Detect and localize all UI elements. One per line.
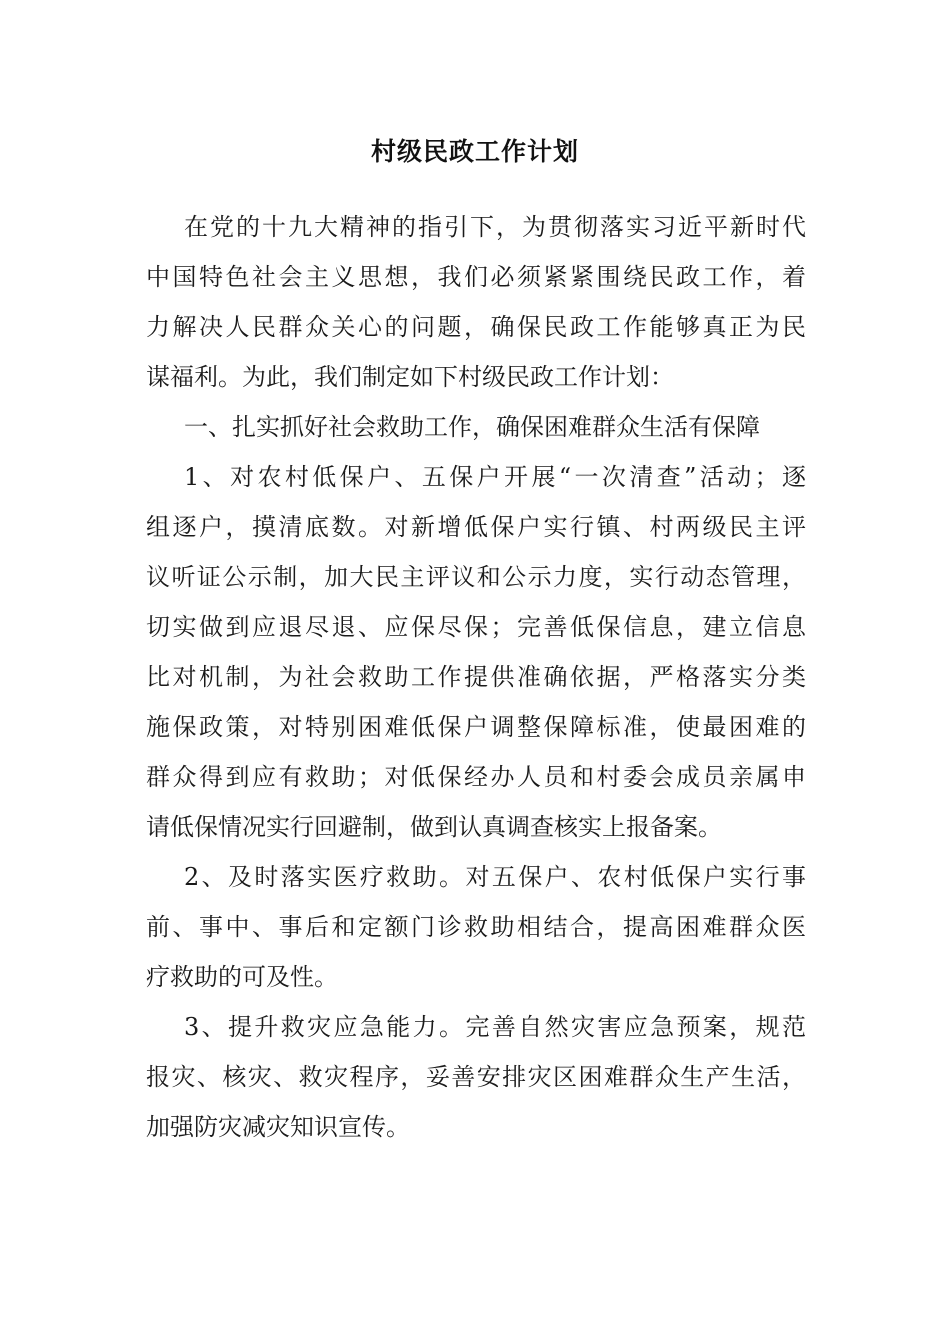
text-line: 加强防灾减灾知识宣传。 [146, 1113, 410, 1141]
section-heading [146, 402, 806, 452]
text-line: 1、对农村低保户、五保户开展“一次清查”活动；逐 [184, 463, 806, 491]
text-line: 一、扎实抓好社会救助工作，确保困难群众生活有保障 [184, 413, 760, 441]
paragraph-item-1 [146, 452, 806, 852]
text-line: 比对机制，为社会救助工作提供准确依据，严格落实分类 [146, 663, 806, 691]
text-line: 在党的十九大精神的指引下，为贯彻落实习近平新时代 [184, 213, 806, 241]
text-line: 群众得到应有救助；对低保经办人员和村委会成员亲属申 [146, 763, 806, 791]
text-line: 组逐户，摸清底数。对新增低保户实行镇、村两级民主评 [146, 513, 806, 541]
text-line: 2、及时落实医疗救助。对五保户、农村低保户实行事 [184, 863, 806, 891]
paragraph-item-3 [146, 1002, 806, 1152]
text-line: 议听证公示制，加大民主评议和公示力度，实行动态管理， [146, 563, 806, 591]
text-line: 切实做到应退尽退、应保尽保；完善低保信息，建立信息 [146, 613, 806, 641]
text-line: 力解决人民群众关心的问题，确保民政工作能够真正为民 [146, 313, 806, 341]
document-title: 村级民政工作计划 [370, 137, 579, 166]
text-line: 3、提升救灾应急能力。完善自然灾害应急预案，规范 [184, 1013, 806, 1041]
text-line: 报灾、核灾、救灾程序，妥善安排灾区困难群众生产生活， [146, 1063, 806, 1091]
text-line: 谋福利。为此，我们制定如下村级民政工作计划： [146, 363, 674, 391]
document-body [146, 202, 806, 1152]
text-line: 中国特色社会主义思想，我们必须紧紧围绕民政工作，着 [146, 263, 806, 291]
text-line: 施保政策，对特别困难低保户调整保障标准，使最困难的 [146, 713, 806, 741]
text-line: 请低保情况实行回避制，做到认真调查核实上报备案。 [146, 813, 722, 841]
paragraph-item-2 [146, 852, 806, 1002]
text-line: 疗救助的可及性。 [146, 963, 338, 991]
text-line: 前、事中、事后和定额门诊救助相结合，提高困难群众医 [146, 913, 806, 941]
paragraph-intro [146, 202, 806, 402]
